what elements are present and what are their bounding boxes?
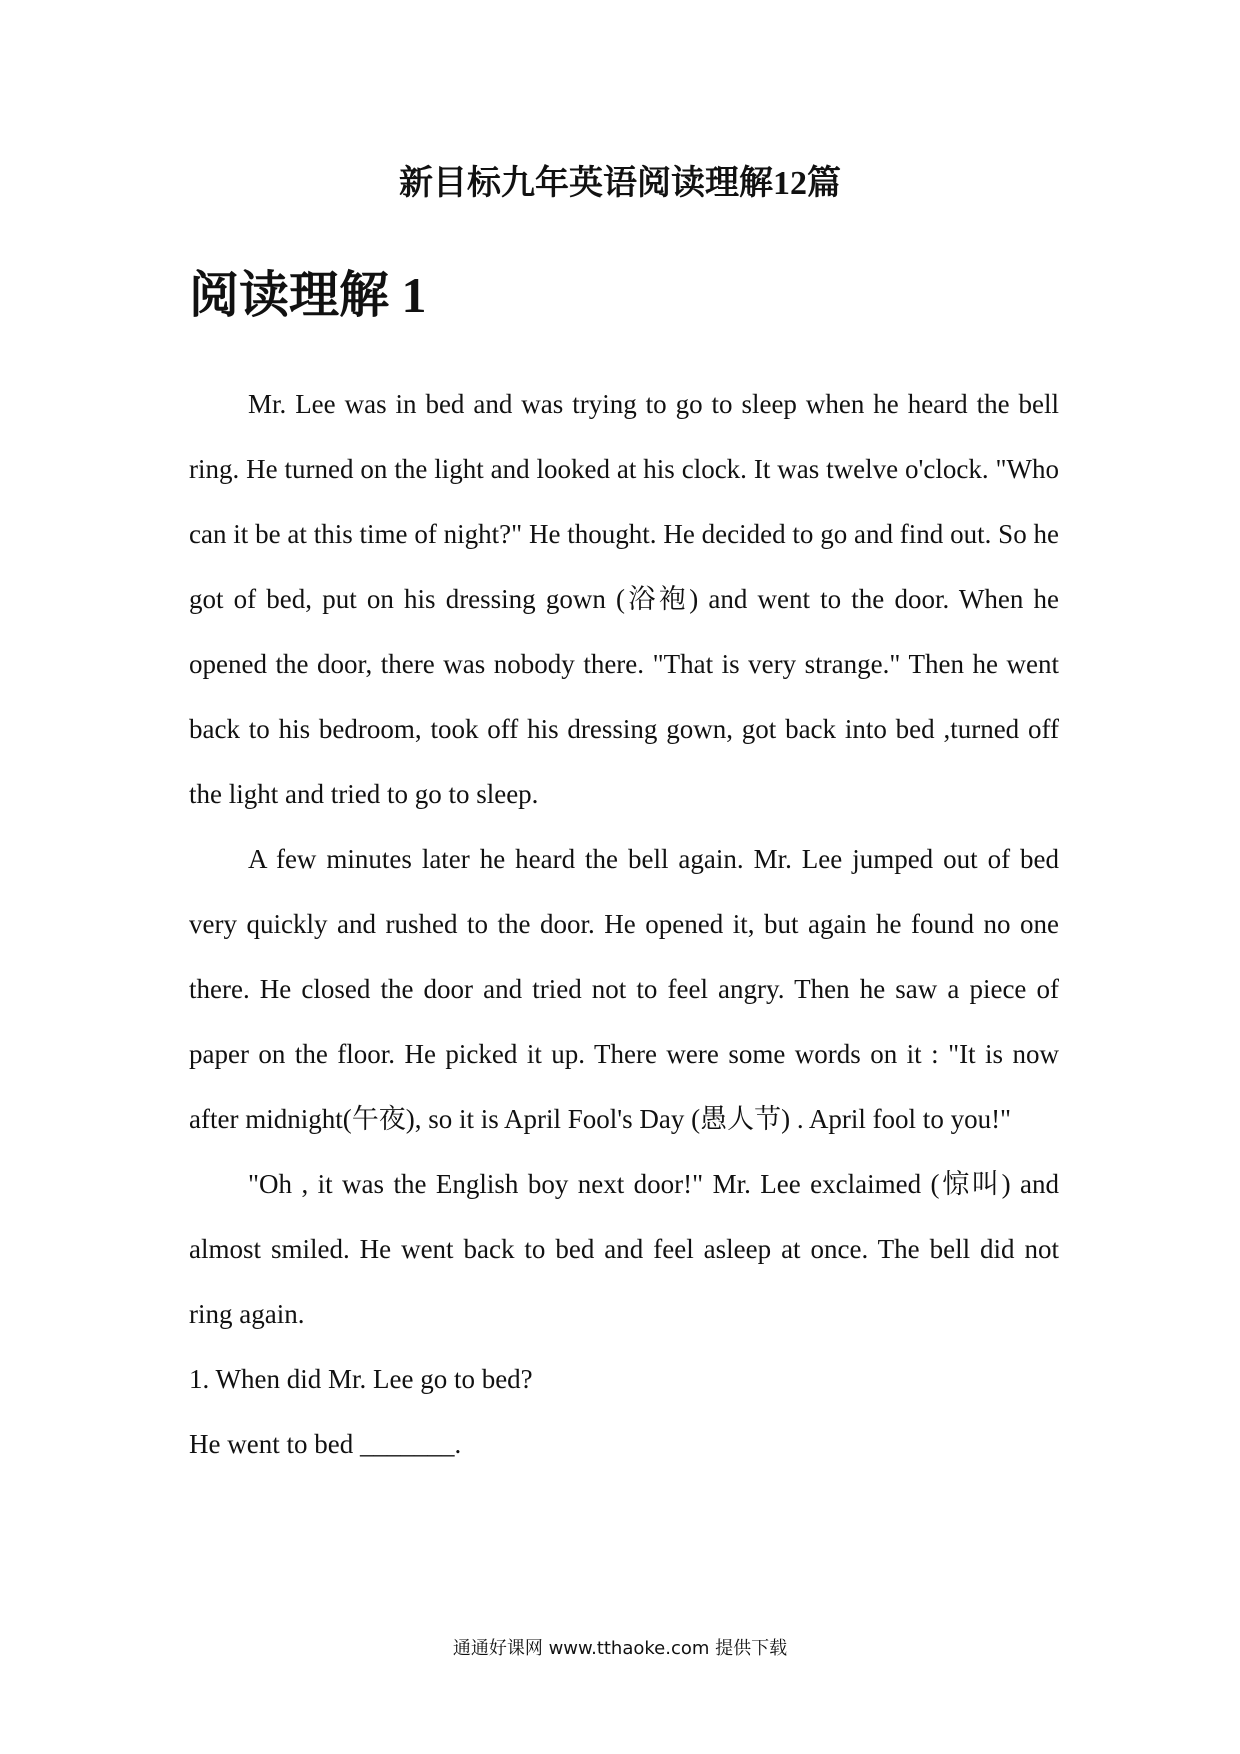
document-title: 新目标九年英语阅读理解12篇 [399, 165, 841, 202]
reading-passage [189, 372, 1059, 1477]
paragraph-3: "Oh , it was the English boy next door!" Mr. Lee exclaimed (惊叫) and almost smiled. He went back to bed and feel asleep at once. The bell did not ring again. [189, 1169, 1059, 1329]
section-heading: 阅读理解 1 [189, 267, 427, 323]
paragraph-1: Mr. Lee was in bed and was trying to go to sleep when he heard the bell ring. He turned on the light and looked at his clock. It was twelve o'clock. "Who can it be at this time of night?" He thought. He decided to go and find out. So he got of bed, put on his dressing gown (浴袍) and went to the door. When he opened the door, there was nobody there. "That is very strange." Then he went back to his bedroom, took off his dressing gown, got back into bed ,turned off the light and tried to go to sleep. [189, 389, 1059, 809]
question-1: 1. When did Mr. Lee go to bed? [189, 1364, 533, 1394]
answer-blank-1: He went to bed _______. [189, 1429, 462, 1459]
page-footer: 通通好课网 www.tthaoke.com 提供下载 [452, 1638, 788, 1659]
paragraph-2: A few minutes later he heard the bell again. Mr. Lee jumped out of bed very quickly and rushed to the door. He opened it, but again he found no one there. He closed the door and tried not to feel angry. Then he saw a piece of paper on the floor. He picked it up. There were some words on it : "It is now after midnight(午夜), so it is April Fool's Day (愚人节) . April fool to you!" [189, 844, 1059, 1134]
